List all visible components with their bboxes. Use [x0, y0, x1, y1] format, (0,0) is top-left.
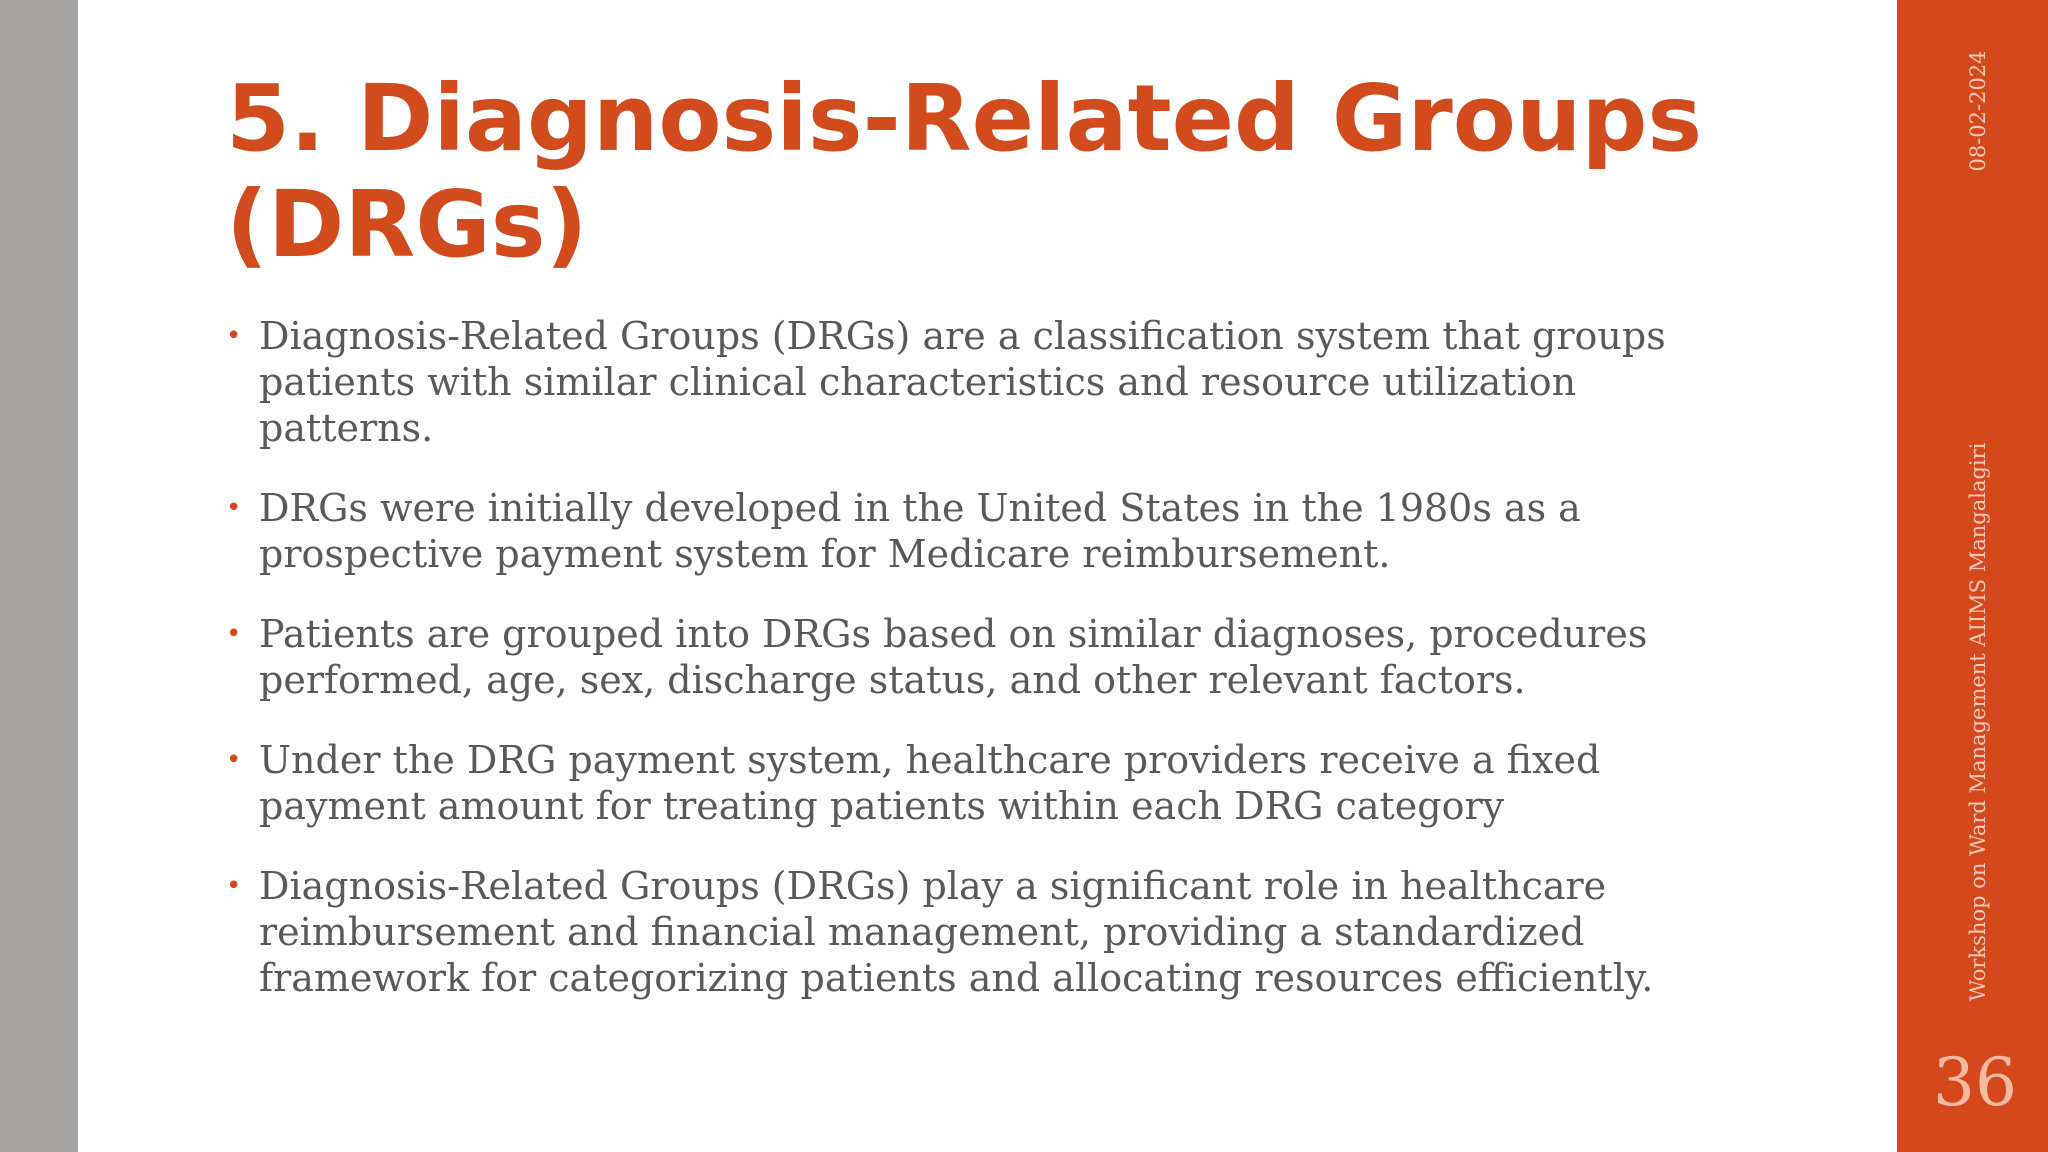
bullet-text: DRGs were initially developed in the United States in the 1980s as a prospective payment system for Medicare reimbursement. — [259, 486, 1581, 576]
bullet-dot-icon: • — [226, 745, 242, 775]
bullet-text: Patients are grouped into DRGs based on similar diagnoses, procedures performed, age, sex, discharge status, and other relevant factors. — [259, 612, 1648, 702]
bullet-dot-icon: • — [226, 619, 242, 649]
left-decorative-bar — [0, 0, 78, 1152]
bullet-dot-icon: • — [226, 493, 242, 523]
slide-date: 08-02-2024 — [1966, 50, 1990, 172]
bullet-text: Under the DRG payment system, healthcare providers receive a fixed payment amount for treating patients within each DRG category — [259, 738, 1601, 828]
page-number: 36 — [1933, 1044, 2017, 1121]
bullet-item — [226, 611, 1666, 703]
bullet-item — [226, 737, 1666, 829]
bullet-dot-icon: • — [226, 321, 242, 351]
bullet-item — [226, 313, 1666, 451]
bullet-list — [226, 313, 1666, 1035]
bullet-dot-icon: • — [226, 871, 242, 901]
bullet-text: Diagnosis-Related Groups (DRGs) play a significant role in healthcare reimbursement and financial management, providing a standardized framework for categorizing patients and allocating resources efficiently. — [259, 864, 1654, 1000]
bullet-text: Diagnosis-Related Groups (DRGs) are a classification system that groups patients with similar clinical characteristics and resource utilization patterns. — [259, 314, 1666, 450]
bullet-item — [226, 485, 1666, 577]
slide-footer: Workshop on Ward Management AIIMS Mangalagiri — [1966, 442, 1990, 1002]
bullet-item — [226, 863, 1666, 1001]
slide-title: 5. Diagnosis-Related Groups (DRGs) — [226, 65, 1703, 278]
